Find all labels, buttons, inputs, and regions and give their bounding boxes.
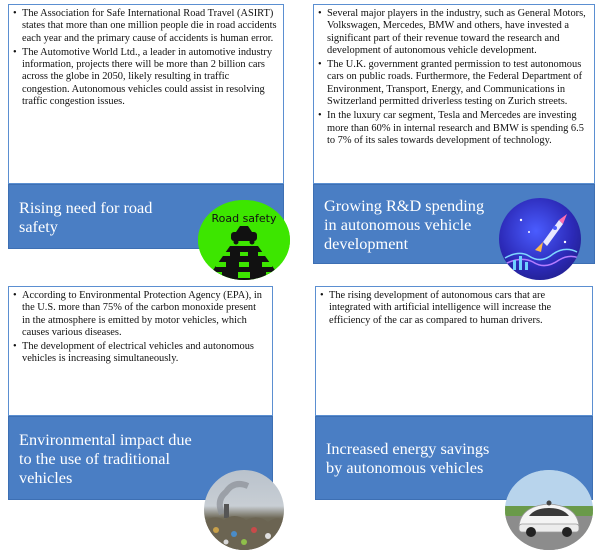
pollution-graphic — [204, 470, 284, 550]
pollution-image — [204, 470, 284, 550]
bullet-box — [313, 4, 595, 184]
card-heading: Environmental impact due to the use of traditional vehicles — [19, 429, 192, 487]
bullet-item: • Several major players in the industry, such as General Motors, Volkswagen, Mercedes, BMW and others, have invested a significant part of their revenue toward the research and development of autonomous vehicle development. — [318, 8, 588, 57]
road-safety-image — [198, 200, 290, 280]
bullet-item: • In the luxury car segment, Tesla and Mercedes are investing more than 60% in internal research and BMW is spending 6.5 to 7% of its sales towards development of technology. — [318, 110, 588, 147]
bullet-item: • The Association for Safe International Road Travel (ASIRT) states that more than one million people die in road accidents each year and the primary cause of accidents is human error. — [13, 8, 277, 45]
bullet-item: • The U.K. government granted permission to test autonomous cars on public roads. Furthermore, the Federal Department of Environment, Transport, Energy, and Communications in Switzerland permitted driverless testing on Zurich streets. — [318, 59, 588, 108]
bullet-box — [315, 286, 593, 416]
autonomous-car-image — [505, 470, 593, 550]
road-safety-label: Road safety — [211, 212, 277, 225]
rnd-rocket-image — [499, 198, 581, 280]
rocket-graphic — [499, 198, 581, 280]
bullet-box — [8, 4, 284, 184]
card-heading: Growing R&D spending in autonomous vehicle development — [324, 195, 485, 253]
bullet-item: • The Automotive World Ltd., a leader in automotive industry information, projects there will be more than 2 billion cars across the globe in 2050, likely resulting in traffic congestion. Autonomous vehicles could assist in resolving traffic congestion issues. — [13, 47, 277, 108]
bullet-item: • According to Environmental Protection Agency (EPA), in the U.S. more than 75% of the carbon monoxide present in the atmosphere is emitted by motor vehicles, which causes various diseases. — [13, 290, 266, 339]
card-heading: Increased energy savings by autonomous vehicles — [326, 439, 490, 477]
autonomous-car-graphic — [505, 470, 593, 550]
card-heading: Rising need for road safety — [19, 197, 153, 236]
bullet-item: • The rising development of autonomous cars that are integrated with artificial intelligence will increase the efficiency of the car as compared to human drivers. — [320, 290, 586, 327]
bullet-box — [8, 286, 273, 416]
road-safety-graphic — [198, 200, 290, 280]
bullet-item: • The development of electrical vehicles and autonomous vehicles is increasing simultaneously. — [13, 341, 266, 366]
